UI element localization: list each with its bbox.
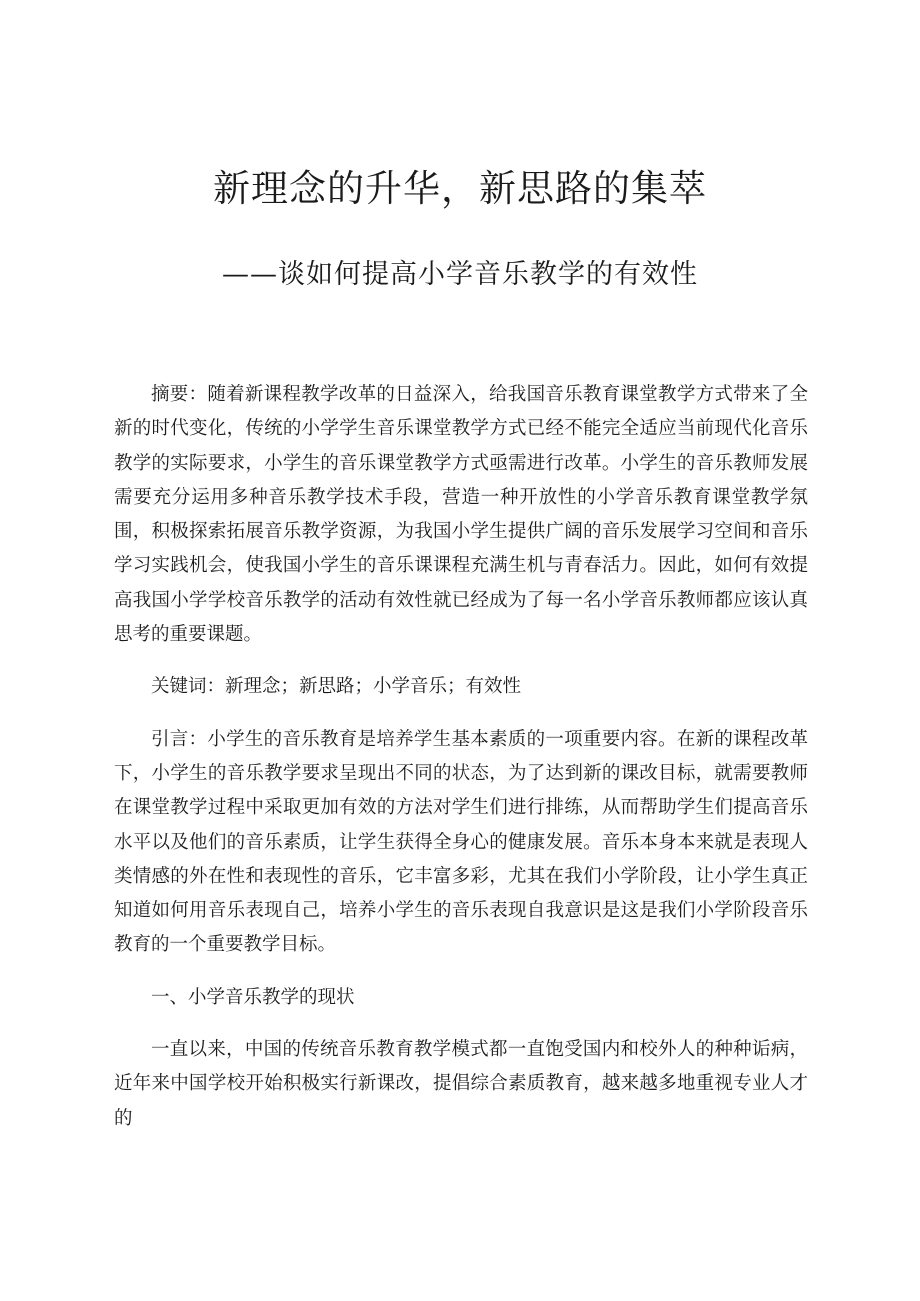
body-paragraph: 一直以来，中国的传统音乐教育教学模式都一直饱受国内和校外人的种种诟病，近年来中国学校开始积极实行新课改，提倡综合素质教育，越来越多地重视专业人才的 bbox=[114, 1039, 808, 1129]
section-heading: 一、小学音乐教学的现状 bbox=[151, 986, 355, 1008]
document-title: 新理念的升华，新思路的集萃 bbox=[213, 167, 707, 210]
introduction-paragraph: 引言：小学生的音乐教育是培养学生基本素质的一项重要内容。在新的课程改革下，小学生的音乐教学要求呈现出不同的状态，为了达到新的课改目标，就需要教师在课堂教学过程中采取更加有效的方法对学生们进行排练，从而帮助学生们提高音乐水平以及他们的音乐素质，让学生获得全身心的健康发展。音乐本身本来就是表现人类情感的外在性和表现性的音乐，它丰富多彩，尤其在我们小学阶段，让小学生真正知道如何用音乐表现自己，培养小学生的音乐表现自我意识是这是我们小学阶段音乐教育的一个重要教学目标。 bbox=[114, 728, 808, 956]
keywords-paragraph: 关键词：新理念；新思路；小学音乐；有效性 bbox=[151, 676, 522, 698]
abstract-paragraph: 摘要：随着新课程教学改革的日益深入，给我国音乐教育课堂教学方式带来了全新的时代变化，传统的小学学生音乐课堂教学方式已经不能完全适应当前现代化音乐教学的实际要求，小学生的音乐课堂教学方式亟需进行改革。小学生的音乐教师发展需要充分运用多种音乐教学技术手段，营造一种开放性的小学音乐教育课堂教学氛围，积极探索拓展音乐教学资源，为我国小学生提供广阔的音乐发展学习空间和音乐学习实践机会，使我国小学生的音乐课课程充满生机与青春活力。因此，如何有效提高我国小学学校音乐教学的活动有效性就已经成为了每一名小学音乐教师都应该认真思考的重要课题。 bbox=[114, 384, 808, 646]
document-subtitle: ——谈如何提高小学音乐教学的有效性 bbox=[222, 259, 698, 290]
document-body bbox=[114, 378, 808, 1154]
